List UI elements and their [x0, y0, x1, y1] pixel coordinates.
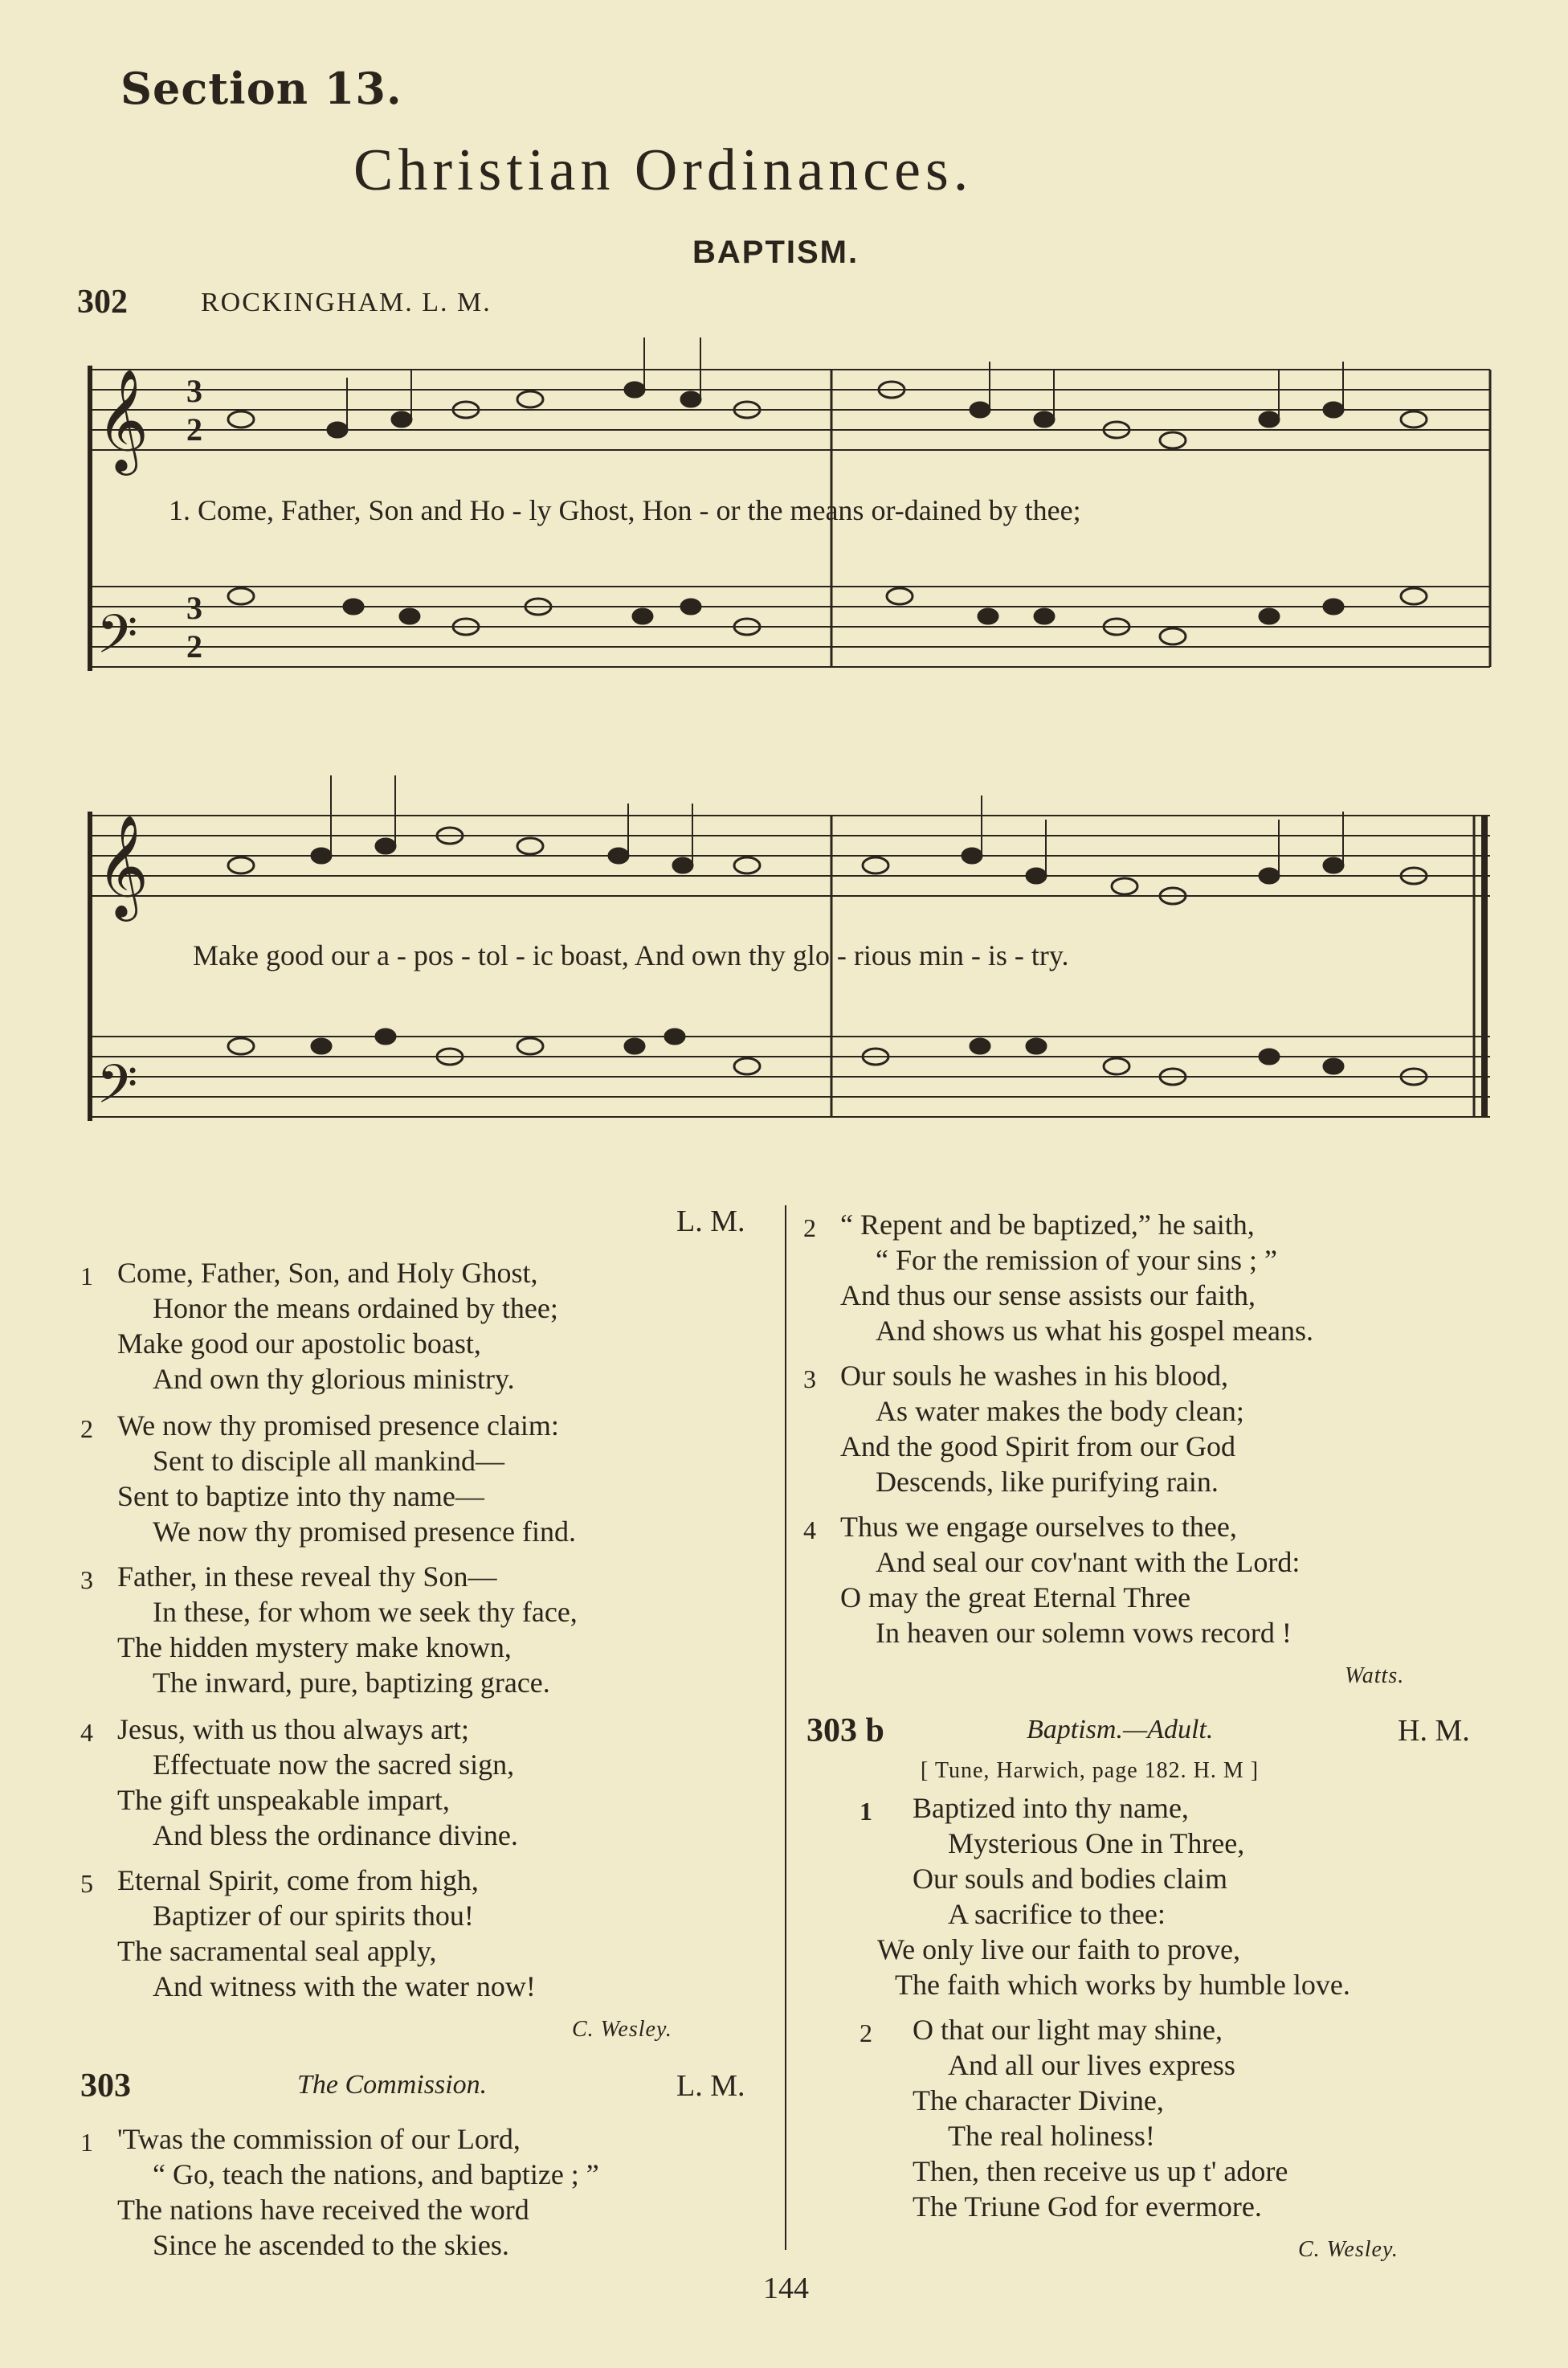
- clefs: [96, 368, 149, 1128]
- hymn-302-stanza-2: [80, 1408, 576, 1549]
- stanza-number: 1: [860, 1797, 872, 1826]
- hymn-303b-attribution: C. Wesley.: [1298, 2237, 1399, 2262]
- verse-line: And bless the ordinance divine.: [153, 1819, 518, 1851]
- verse-line: Father, in these reveal thy Son—: [117, 1560, 497, 1593]
- hymn-302-stanza-5: [80, 1863, 536, 2004]
- verse-line: And all our lives express: [948, 2049, 1235, 2081]
- hymn-303-meter: L. M.: [676, 2069, 745, 2103]
- verse-line: Baptizer of our spirits thou!: [153, 1900, 474, 1932]
- svg-text:𝄢: 𝄢: [96, 1053, 138, 1128]
- verse-line: Eternal Spirit, come from high,: [117, 1864, 479, 1896]
- verse-line: O may the great Eternal Three: [840, 1581, 1191, 1613]
- stanza-number: 5: [80, 1869, 93, 1898]
- verse-line: Come, Father, Son, and Holy Ghost,: [117, 1257, 538, 1289]
- verse-line: And shows us what his gospel means.: [876, 1315, 1313, 1347]
- verse-line: The faith which works by humble love.: [895, 1969, 1350, 2001]
- verse-line: The character Divine,: [913, 2084, 1164, 2116]
- verse-line: “ Go, teach the nations, and baptize ; ”: [153, 2158, 599, 2190]
- stanza-number: 1: [80, 1262, 93, 1290]
- stanza-number: 3: [803, 1364, 816, 1393]
- tune-number: 302: [77, 284, 128, 321]
- verse-line: The hidden mystery make known,: [117, 1631, 512, 1663]
- verse-line: The sacramental seal apply,: [117, 1935, 437, 1967]
- stanza-number: 2: [80, 1414, 93, 1443]
- svg-text:𝄞: 𝄞: [96, 368, 149, 471]
- hymn-302-meter: L. M.: [676, 1204, 745, 1238]
- hymn-303b-stanza-1: [860, 1790, 1350, 2002]
- hymn-303b-tune-note: [ Tune, Harwich, page 182. H. M ]: [921, 1758, 1260, 1783]
- hymn-303-stanza-4: [803, 1509, 1300, 1650]
- verse-line: And witness with the water now!: [153, 1970, 536, 2002]
- hymn-303-stanza-2: [803, 1207, 1313, 1348]
- hymn-302-stanza-3: [80, 1559, 578, 1700]
- stanza-number: 2: [860, 2018, 872, 2047]
- tune-name: ROCKINGHAM. L. M.: [201, 288, 492, 317]
- verse-line: Make good our apostolic boast,: [117, 1327, 481, 1360]
- verse-line: 'Twas the commission of our Lord,: [117, 2123, 521, 2155]
- verse-line: The inward, pure, baptizing grace.: [153, 1667, 550, 1699]
- hymn-303b-meter: H. M.: [1398, 1714, 1470, 1748]
- verse-line: And the good Spirit from our God: [840, 1430, 1235, 1462]
- chapter-title: Christian Ordinances.: [353, 137, 974, 203]
- svg-text:𝄢: 𝄢: [96, 603, 138, 678]
- verse-line: Sent to disciple all mankind—: [153, 1445, 504, 1477]
- stanza-number: 3: [80, 1565, 93, 1594]
- svg-text:2: 2: [186, 628, 202, 665]
- verse-line: Effectuate now the sacred sign,: [153, 1748, 515, 1781]
- verse-line: Since he ascended to the skies.: [153, 2229, 509, 2261]
- stanza-number: 4: [803, 1515, 816, 1544]
- verse-line: The Triune God for evermore.: [913, 2190, 1262, 2223]
- hymn-303-attribution: Watts.: [1345, 1663, 1405, 1688]
- svg-text:2: 2: [186, 411, 202, 448]
- verse-line: And own thy glorious ministry.: [153, 1363, 515, 1395]
- hymn-303b-title: Baptism.—Adult.: [1027, 1715, 1214, 1744]
- hymn-303-stanza-1: [80, 2121, 599, 2263]
- verse-line: And thus our sense assists our faith,: [840, 1279, 1256, 1311]
- hymn-302-stanza-4: [80, 1712, 518, 1853]
- stanza-number: 4: [80, 1718, 93, 1747]
- verse-line: We only live our faith to prove,: [877, 1933, 1240, 1965]
- verse-line: Then, then receive us up t' adore: [913, 2155, 1288, 2187]
- verse-line: A sacrifice to thee:: [948, 1898, 1166, 1930]
- hymn-303b-number: 303 b: [806, 1712, 884, 1749]
- stanza-number: 2: [803, 1213, 816, 1242]
- hymn-303-number: 303: [80, 2067, 131, 2104]
- verse-line: The nations have received the word: [117, 2194, 529, 2226]
- stanza-number: 1: [80, 2128, 93, 2157]
- section-heading: Section 13.: [120, 63, 402, 114]
- subheading: BAPTISM.: [692, 235, 860, 270]
- verse-line: Sent to baptize into thy name—: [117, 1480, 484, 1512]
- verse-line: Our souls he washes in his blood,: [840, 1360, 1228, 1392]
- verse-line: In heaven our solemn vows record !: [876, 1617, 1292, 1649]
- barlines: [831, 370, 1490, 1117]
- column-divider: [785, 1205, 786, 2250]
- verse-line: Descends, like purifying rain.: [876, 1466, 1219, 1498]
- verse-line: Baptized into thy name,: [913, 1792, 1189, 1824]
- verse-line: Mysterious One in Three,: [948, 1827, 1245, 1859]
- page-number: 144: [763, 2272, 809, 2305]
- hymn-302-attribution: C. Wesley.: [572, 2017, 672, 2042]
- svg-text:3: 3: [186, 590, 202, 626]
- verse-line: Our souls and bodies claim: [913, 1863, 1227, 1895]
- verse-line: O that our light may shine,: [913, 2014, 1223, 2046]
- hymn-303b-stanza-2: [860, 2012, 1288, 2224]
- hymn-303-stanza-3: [803, 1358, 1244, 1499]
- hymn-302-stanza-1: [80, 1255, 558, 1397]
- verse-line: The real holiness!: [948, 2120, 1155, 2152]
- verse-line: “ Repent and be baptized,” he saith,: [840, 1209, 1255, 1241]
- lyrics-line-1: 1. Come, Father, Son and Ho - ly Ghost, Hon - or the means or-dained by thee;: [169, 494, 1081, 526]
- verse-line: And seal our cov'nant with the Lord:: [876, 1546, 1301, 1578]
- verse-line: We now thy promised presence find.: [153, 1515, 576, 1548]
- verse-line: Thus we engage ourselves to thee,: [840, 1511, 1237, 1543]
- verse-line: “ For the remission of your sins ; ”: [876, 1244, 1277, 1276]
- verse-line: The gift unspeakable impart,: [117, 1784, 450, 1816]
- verse-line: As water makes the body clean;: [876, 1395, 1244, 1427]
- verse-line: We now thy promised presence claim:: [117, 1409, 559, 1442]
- notes: [228, 382, 1427, 1085]
- verse-line: Honor the means ordained by thee;: [153, 1292, 558, 1324]
- lyrics-line-2: Make good our a - pos - tol - ic boast, And own thy glo - rious min - is - try.: [193, 939, 1069, 971]
- staff-lines: [92, 370, 1490, 1117]
- verse-line: In these, for whom we seek thy face,: [153, 1596, 578, 1628]
- verse-line: Jesus, with us thou always art;: [117, 1713, 469, 1745]
- svg-text:3: 3: [186, 373, 202, 409]
- hymn-303-title: The Commission.: [297, 2070, 488, 2100]
- svg-text:𝄞: 𝄞: [96, 814, 149, 917]
